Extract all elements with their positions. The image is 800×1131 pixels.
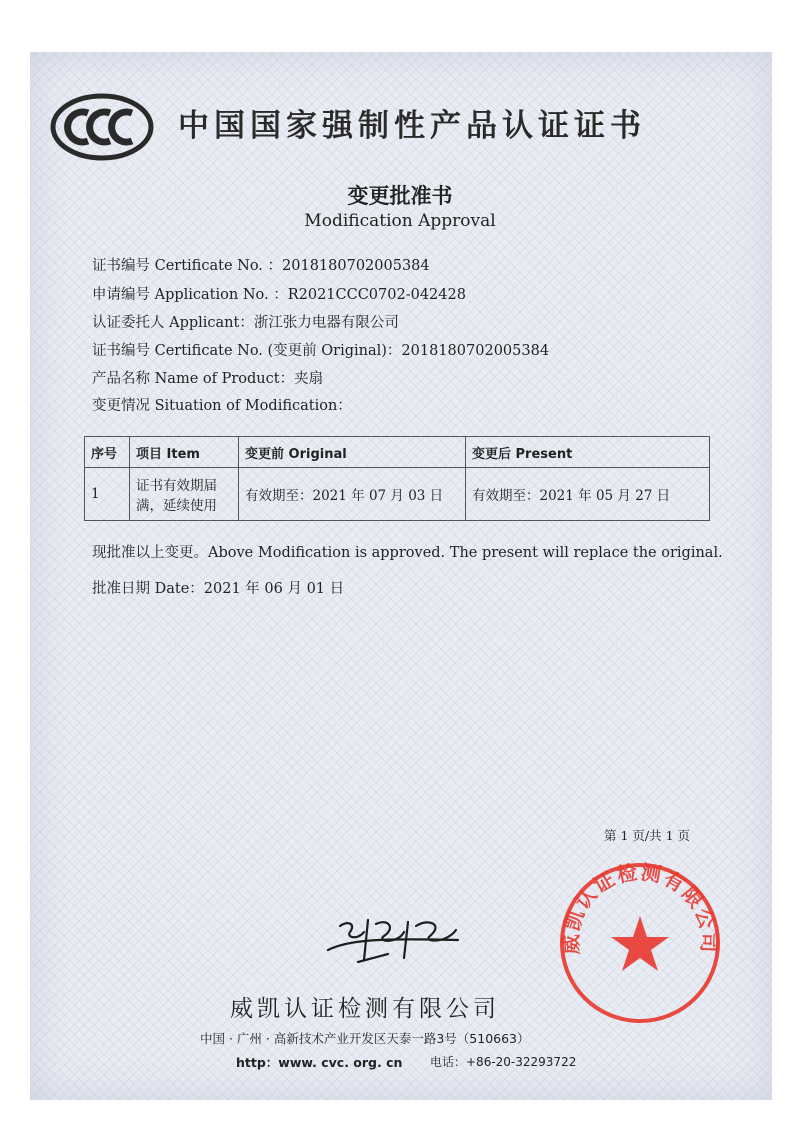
document-title-zh: 变更批准书 bbox=[347, 184, 453, 208]
cell-seq: 1 bbox=[85, 468, 130, 521]
modification-table bbox=[84, 436, 710, 521]
cell-original: 有效期至：2021 年 07 月 03 日 bbox=[239, 468, 466, 521]
document-title-en: Modification Approval bbox=[304, 211, 496, 231]
field-certificate-no: 证书编号 Certificate No. ：2018180702005384 bbox=[92, 258, 430, 274]
certificate-main-title: 中国国家强制性产品认证证书 bbox=[178, 108, 646, 144]
header-present: 变更后 Present bbox=[466, 437, 710, 468]
field-application-no: 申请编号 Application No. ：R2021CCC0702-042428 bbox=[92, 287, 466, 303]
page-indicator: 第 1 页/共 1 页 bbox=[604, 828, 691, 843]
svg-text:威凯认证检测有限公司: 威凯认证检测有限公司 bbox=[558, 859, 722, 955]
header-item: 项目 Item bbox=[130, 437, 239, 468]
footer-phone: 电话：+86-20-32293722 bbox=[430, 1055, 577, 1069]
cell-item: 证书有效期届满，延续使用 bbox=[130, 468, 239, 521]
field-original-certificate-no: 证书编号 Certificate No. (变更前 Original)：2018180702005384 bbox=[92, 343, 550, 359]
field-situation-of-modification: 变更情况 Situation of Modification： bbox=[92, 398, 352, 414]
footer-website: http：www. cvc. org. cn bbox=[236, 1055, 403, 1070]
footer-address: 中国 · 广州 · 高新技术产业开发区天泰一路3号（510663） bbox=[200, 1031, 530, 1046]
signature bbox=[318, 910, 468, 970]
ccc-logo bbox=[50, 93, 154, 161]
approval-statement: 现批准以上变更。Above Modification is approved. The present will replace the original. bbox=[92, 545, 723, 561]
company-seal bbox=[555, 858, 725, 1028]
footer-company-name: 威凯认证检测有限公司 bbox=[230, 996, 500, 1022]
table-header-row bbox=[85, 437, 710, 468]
cell-present: 有效期至：2021 年 05 月 27 日 bbox=[466, 468, 710, 521]
field-product-name: 产品名称 Name of Product：夹扇 bbox=[92, 371, 324, 387]
header-original: 变更前 Original bbox=[239, 437, 466, 468]
table-row bbox=[85, 468, 710, 521]
header-seq: 序号 bbox=[85, 437, 130, 468]
approval-date: 批准日期 Date：2021 年 06 月 01 日 bbox=[92, 581, 345, 597]
field-applicant: 认证委托人 Applicant：浙江张力电器有限公司 bbox=[92, 315, 399, 331]
